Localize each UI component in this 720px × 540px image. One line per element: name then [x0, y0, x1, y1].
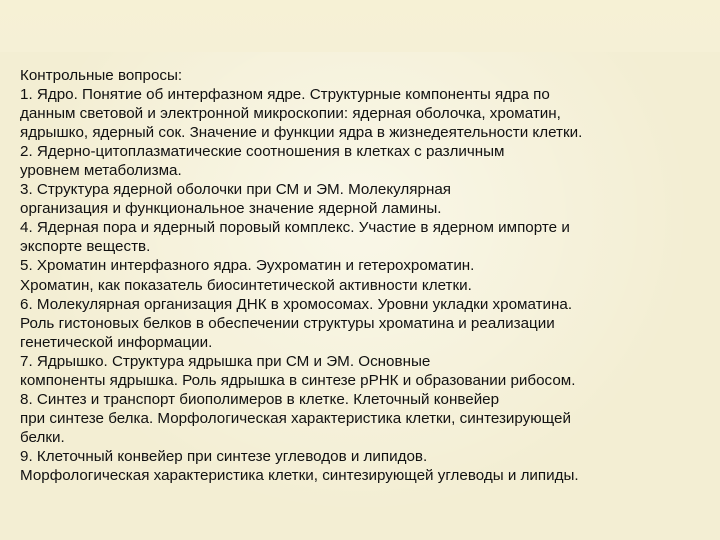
question-line: белки.	[20, 428, 65, 446]
question-line: Роль гистоновых белков в обеспечении структуры хроматина и реализации	[20, 314, 555, 332]
question-line: 5. Хроматин интерфазного ядра. Эухроматин и гетерохроматин.	[20, 257, 475, 275]
heading-colon: :	[177, 67, 183, 84]
question-line: при синтезе белка. Морфологическая характеристика клетки, синтезирующей	[20, 409, 571, 427]
question-line: ядрышко, ядерный сок. Значение и функции ядра в жизнедеятельности клетки.	[20, 124, 583, 142]
questions-text-block	[20, 66, 712, 485]
question-5	[20, 256, 712, 294]
question-line: 9. Клеточный конвейер при синтезе углеводов и липидов.	[20, 447, 428, 465]
question-line: данным световой и электронной микроскопии: ядерная оболочка, хроматин,	[20, 105, 561, 123]
question-8	[20, 390, 712, 447]
question-6	[20, 295, 712, 352]
question-line: 7. Ядрышко. Структура ядрышка при СМ и ЭМ. Основные	[20, 352, 431, 370]
question-line: 4. Ядерная пора и ядерный поровый комплекс. Участие в ядерном импорте и	[20, 219, 570, 237]
question-9	[20, 447, 712, 485]
slide-top-band	[0, 0, 720, 52]
question-2	[20, 142, 712, 180]
question-line: Хроматин, как показатель биосинтетической активности клетки.	[20, 276, 472, 294]
question-line: уровнем метаболизма.	[20, 162, 182, 180]
question-line: экспорте веществ.	[20, 238, 151, 256]
heading-line	[20, 66, 712, 85]
question-3	[20, 180, 712, 218]
question-line: компоненты ядрышка. Роль ядрышка в синтезе рРНК и образовании рибосом.	[20, 371, 576, 389]
question-line: 6. Молекулярная организация ДНК в хромосомах. Уровни укладки хроматина.	[20, 295, 573, 313]
question-line: Морфологическая характеристика клетки, синтезирующей углеводы и липиды.	[20, 466, 579, 484]
question-7	[20, 352, 712, 390]
question-line: 8. Синтез и транспорт биополимеров в клетке. Клеточный конвейер	[20, 390, 500, 408]
question-line: 3. Структура ядерной оболочки при СМ и ЭМ. Молекулярная	[20, 181, 451, 199]
heading-text: Контрольные вопросы	[20, 67, 178, 84]
question-line: организация и функциональное значение ядерной ламины.	[20, 200, 442, 218]
question-line: 1. Ядро. Понятие об интерфазном ядре. Структурные компоненты ядра по	[20, 86, 550, 104]
question-1	[20, 85, 712, 142]
question-4	[20, 218, 712, 256]
question-line: 2. Ядерно-цитоплазматические соотношения в клетках с различным	[20, 143, 505, 161]
question-line: генетической информации.	[20, 333, 213, 351]
